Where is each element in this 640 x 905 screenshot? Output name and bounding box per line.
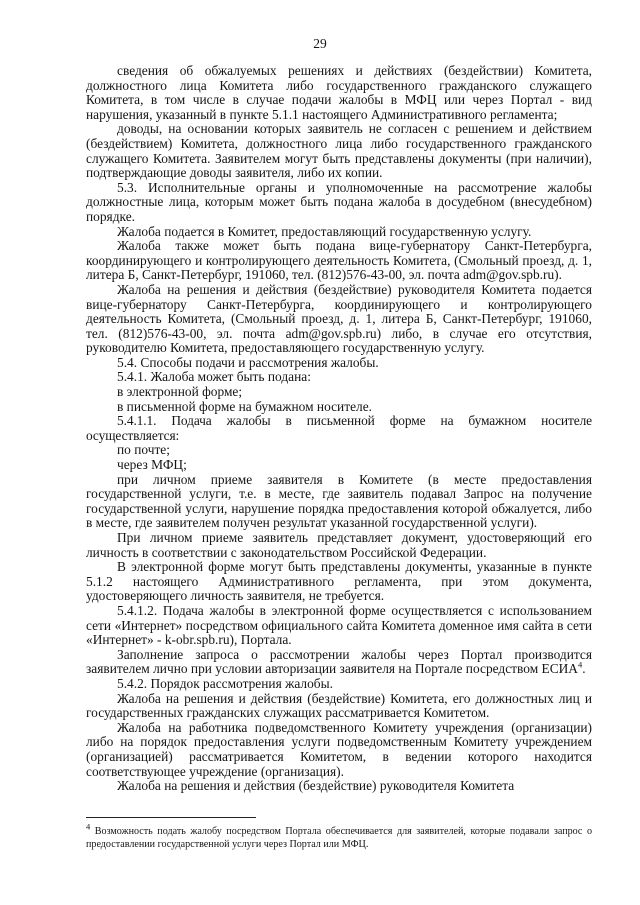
paragraph-objection-details: сведения об обжалуемых решениях и действиях (бездействии) Комитета, должностного лица Комитета либо государственного гражданского служащего Комитета, в том числе в случае подачи жалобы в МФЦ или через Портал - вид нарушения, указанный в пункте 5.1.1 настоящего Административного регламента;: [86, 63, 592, 122]
footnote-text: Возможность подать жалобу посредством Портала обеспечивается для заявителей, которые подавали запрос о предоставлении государственной услуги через Портал или МФЦ.: [86, 826, 592, 850]
body-text: [86, 64, 592, 794]
paragraph-subordinate-institution: Жалоба на работника подведомственного Комитету учреждения (организации) либо на порядок предоставления услуги подведомственным Комитету учреждением (организацией) рассматривается Комитетом, в ведении которого находится соответствующее учреждение (организация).: [86, 719, 592, 779]
footnote-separator: [86, 817, 256, 818]
section-5-3-heading: 5.3. Исполнительные органы и уполномоченные на рассмотрение жалобы должностные лица, которым может быть подана жалоба в досудебном (внесудебном) порядке.: [86, 179, 592, 224]
footnote-reference: 4: [577, 659, 583, 670]
paragraph-complaint-to-vice-governor: Жалоба также может быть подана вице-губернатору Санкт-Петербурга, координирующего и контролирующего деятельность Комитета, (Смольный проезд, д. 1, литера Б, Санкт-Петербург, 191060, тел. (812)576-43-00, эл. почта adm@gov.spb.ru).: [86, 238, 592, 283]
paragraph-complaint-to-committee: Жалоба подается в Комитет, предоставляющий государственную услугу.: [117, 223, 532, 239]
page-number: 29: [313, 36, 327, 51]
paragraph-committee-review: Жалоба на решения и действия (бездействие) Комитета, его должностных лиц и государственных гражданских служащих рассматривается Комитетом.: [86, 690, 592, 721]
paragraph-portal-request-suffix: .: [582, 661, 586, 677]
paragraph-portal-request-text: Заполнение запроса о рассмотрении жалобы через Портал производится заявителем лично при условии авторизации заявителя на Портале посредством ЕСИА: [86, 646, 592, 677]
footnote-text-line: [86, 821, 592, 851]
list-item-mail: по почте;: [117, 442, 170, 458]
section-5-4-1-1-heading: 5.4.1.1. Подача жалобы в письменной форме на бумажном носителе осуществляется:: [86, 413, 592, 443]
paragraph-identity-document: При личном приеме заявитель представляет документ, удостоверяющий его личность в соответствии с законодательством Российской Федерации.: [86, 530, 592, 560]
paragraph-arguments: доводы, на основании которых заявитель не согласен с решением и действием (бездействием) Комитета, должностного лица либо государственного гражданского служащего Комитета. Заявителем могут быть представлены документы (при наличии), подтверждающие доводы заявителя, либо их копии.: [86, 121, 592, 181]
section-5-4-1-2-heading: 5.4.1.2. Подача жалобы в электронной форме осуществляется с использованием сети «Интернет» посредством официального сайта Комитета доменное имя сайта в сети «Интернет» - k-obr.spb.ru), Портала.: [86, 602, 592, 648]
paragraph-complaint-on-head-continued: Жалоба на решения и действия (бездействие) руководителя Комитета: [117, 778, 515, 794]
paragraph-complaint-on-head: Жалоба на решения и действия (бездействие) руководителя Комитета подается вице-губернатору Санкт-Петербурга, координирующего и контролирующего деятельность Комитета, (Смольный проезд, д. 1, литера Б, Санкт-Петербург, 191060, тел. (812)576-43-00, эл. почта adm@gov.spb.ru) либо, в случае его отсутствия, руководителю Комитета, предоставляющего государственную услугу.: [86, 281, 592, 356]
list-item-personal-reception: при личном приеме заявителя в Комитете (в месте предоставления государственной услуги, т.е. в месте, где заявитель подавал Запрос на получение государственной услуги, нарушение порядка предоставления которой обжалуется, либо в месте, где заявителем получен результат указанной государственной услуги).: [86, 471, 592, 531]
section-5-4-2-heading: 5.4.2. Порядок рассмотрения жалобы.: [117, 675, 333, 691]
list-item-mfc: через МФЦ;: [117, 457, 187, 473]
footnote-marker: 4: [86, 821, 91, 832]
paragraph-electronic-documents: В электронной форме могут быть представлены документы, указанные в пункте 5.1.2 настоящего Административного регламента, при этом документа, удостоверяющего личность заявителя, не требуется.: [86, 559, 592, 604]
list-item-paper: в письменной форме на бумажном носителе.: [117, 398, 372, 414]
footnote: [86, 821, 592, 851]
list-item-electronic: в электронной форме;: [117, 384, 243, 400]
section-5-4-heading: 5.4. Способы подачи и рассмотрения жалобы.: [117, 354, 379, 370]
paragraph-portal-request: [86, 648, 592, 677]
section-5-4-1-heading: 5.4.1. Жалоба может быть подана:: [117, 369, 311, 385]
